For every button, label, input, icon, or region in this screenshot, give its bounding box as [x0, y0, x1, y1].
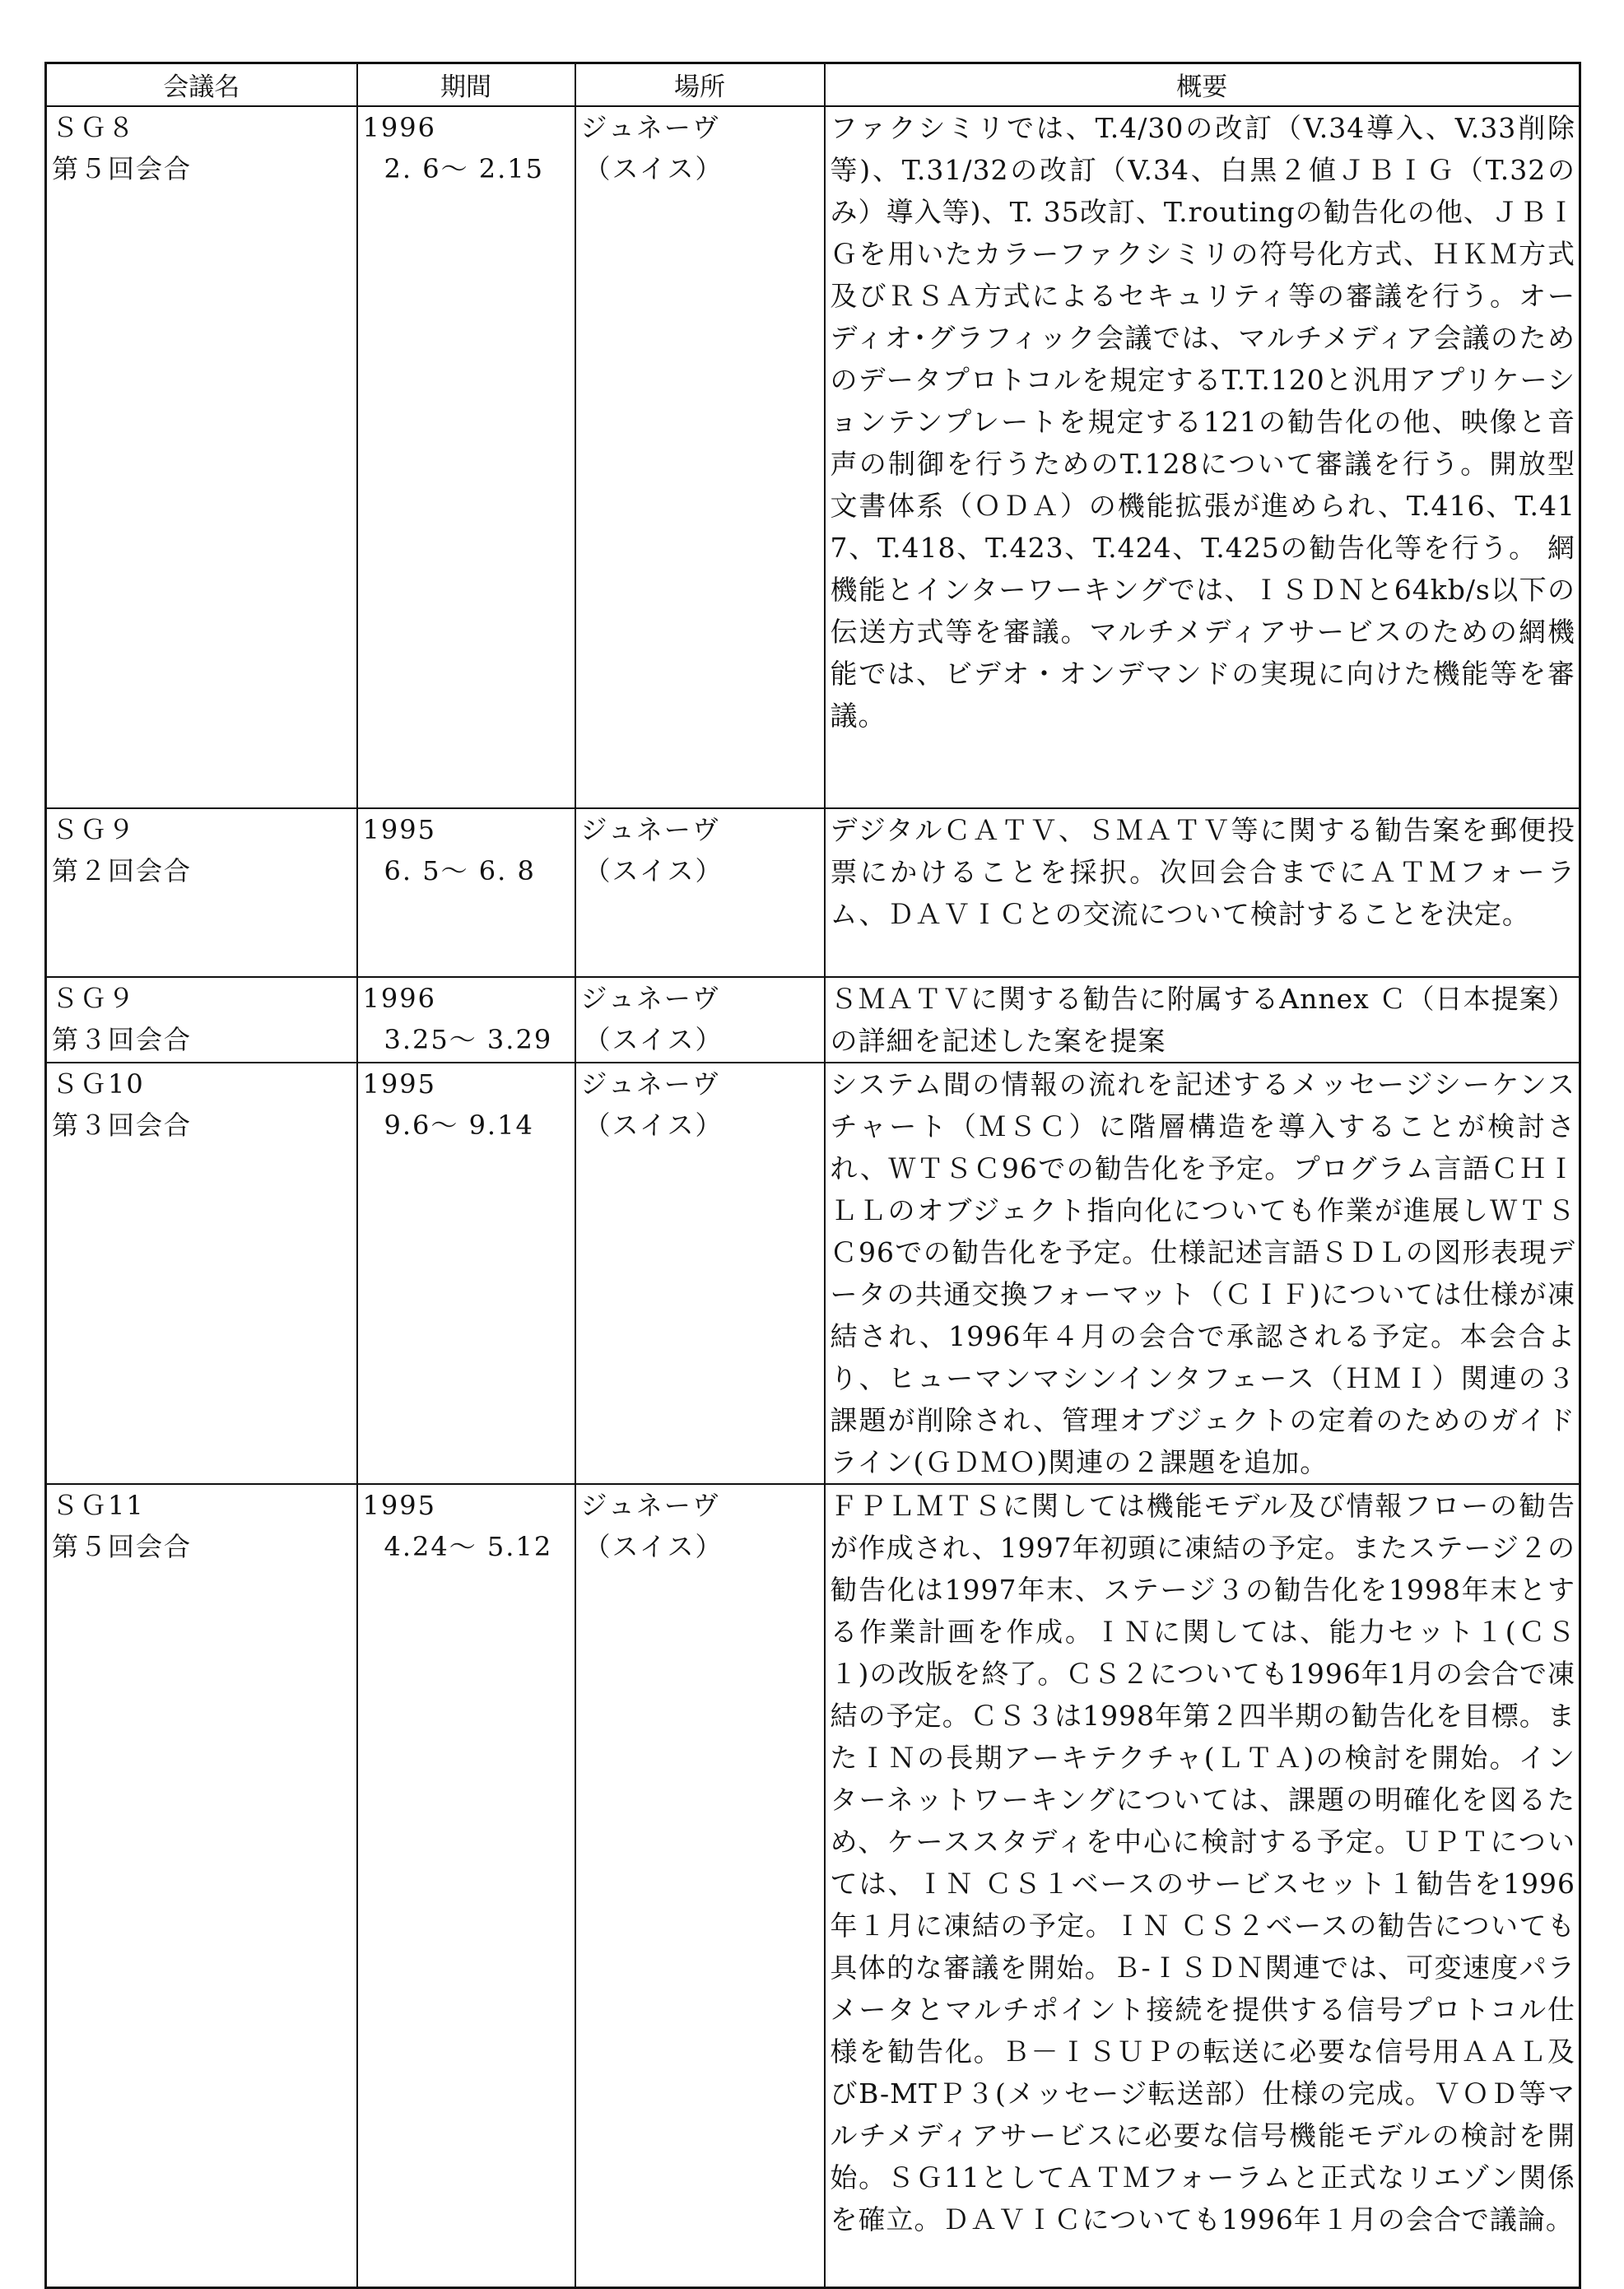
- summary-cell: ＳＭＡＴＶに関する勧告に附属するAnnex Ｃ（日本提案）の詳細を記述した案を提案: [825, 977, 1580, 1063]
- place-city: ジュネーヴ: [580, 813, 720, 845]
- place-cell: [575, 808, 825, 977]
- header-place: 場所: [575, 63, 825, 106]
- period-year: 1996: [362, 111, 436, 143]
- period-year: 1995: [362, 1489, 436, 1521]
- period-dates: 4.24〜 5.12: [384, 1530, 553, 1562]
- table-row: [46, 1484, 1580, 2288]
- period-year: 1995: [362, 813, 436, 845]
- table-row: [46, 808, 1580, 977]
- period-cell: [357, 808, 575, 977]
- period-dates: 2. 6〜 2.15: [384, 152, 544, 184]
- place-country: （スイス）: [584, 1530, 724, 1562]
- place-city: ジュネーヴ: [580, 111, 720, 143]
- meeting-code: ＳＧ８: [52, 111, 137, 143]
- meeting-table: [44, 62, 1581, 2289]
- period-year: 1995: [362, 1068, 436, 1100]
- period-dates: 3.25〜 3.29: [384, 1023, 553, 1055]
- meeting-session: 第２回会合: [52, 854, 193, 886]
- place-cell: [575, 977, 825, 1063]
- table-row: [46, 106, 1580, 808]
- meeting-session: 第３回会合: [52, 1109, 193, 1141]
- summary-cell: ファクシミリでは、T.4/30の改訂（V.34導入、V.33削除等)、T.31/32の改訂（V.34、白黒２値ＪＢＩＧ（T.32のみ）導入等)、T. 35改訂、T.routingの勧告化の他、ＪＢＩＧを用いたカラーファクシミリの符号化方式、ＨＫＭ方式及びＲＳＡ方式によるセキュリティ等の審議を行う。オーディオ･グラフィック会議では、マルチメディア会議のためのデータプロトコルを規定するT.T.120と汎用アプリケーションテンプレートを規定する121の勧告化の他、映像と音声の制御を行うためのT.128について審議を行う。開放型文書体系（ＯＤＡ）の機能拡張が進められ、T.416、T.417、T.418、T.423、T.424、T.425の勧告化等を行う。 網機能とインターワーキングでは、ＩＳＤＮと64kb/s以下の伝送方式等を審議。マルチメディアサービスのための網機能では、ビデオ・オンデマンドの実現に向けた機能等を審議。: [825, 106, 1580, 808]
- meeting-code: ＳＧ９: [52, 982, 137, 1014]
- place-country: （スイス）: [584, 1023, 724, 1055]
- meeting-session: 第３回会合: [52, 1023, 193, 1055]
- summary-cell: システム間の情報の流れを記述するメッセージシーケンスチャート（ＭＳＣ）に階層構造を導入することが検討され、ＷＴＳＣ96での勧告化を予定。プログラム言語ＣＨＩＬＬのオブジェクト指向化についても作業が進展しＷＴＳＣ96での勧告化を予定。仕様記述言語ＳＤＬの図形表現データの共通交換フォーマット（ＣＩＦ)については仕様が凍結され、1996年４月の会合で承認される予定。本会合より、ヒューマンマシンインタフェース（ＨＭＩ）関連の３課題が削除され、管理オブジェクトの定着のためのガイドライン(ＧＤＭＯ)関連の２課題を追加。: [825, 1063, 1580, 1484]
- meeting-name-cell: [46, 106, 357, 808]
- meeting-session: 第５回会合: [52, 152, 193, 184]
- period-cell: [357, 1484, 575, 2288]
- header-meeting-name: 会議名: [46, 63, 357, 106]
- place-country: （スイス）: [584, 152, 724, 184]
- place-city: ジュネーヴ: [580, 1068, 720, 1100]
- summary-cell: ＦＰＬＭＴＳに関しては機能モデル及び情報フローの勧告が作成され、1997年初頭に凍結の予定。またステージ２の勧告化は1997年末、ステージ３の勧告化を1998年末とする作業計画を作成。ＩＮに関しては、能力セット１(ＣＳ１)の改版を終了。ＣＳ２についても1996年1月の会合で凍結の予定。ＣＳ３は1998年第２四半期の勧告化を目標。またＩＮの長期アーキテクチャ(ＬＴＡ)の検討を開始。インターネットワーキングについては、課題の明確化を図るため、ケーススタディを中心に検討する予定。ＵＰＴについては、ＩＮ ＣＳ１ベースのサービスセット１勧告を1996年１月に凍結の予定。ＩＮ ＣＳ２ベースの勧告についても具体的な審議を開始。Ｂ-ＩＳＤＮ関連では、可変速度パラメータとマルチポイント接続を提供する信号プロトコル仕様を勧告化。Ｂ－ＩＳＵＰの転送に必要な信号用ＡＡＬ及びB-MTＰ３(メッセージ転送部）仕様の完成。ＶＯＤ等マルチメディアサービスに必要な信号機能モデルの検討を開始。ＳＧ11としてＡＴＭフォーラムと正式なリエゾン関係を確立。ＤＡＶＩＣについても1996年１月の会合で議論。: [825, 1484, 1580, 2288]
- meeting-name-cell: [46, 1063, 357, 1484]
- place-country: （スイス）: [584, 1109, 724, 1141]
- meeting-code: ＳＧ11: [52, 1489, 145, 1521]
- meeting-name-cell: [46, 977, 357, 1063]
- period-year: 1996: [362, 982, 436, 1014]
- header-row: [46, 63, 1580, 106]
- place-cell: [575, 1063, 825, 1484]
- header-period: 期間: [357, 63, 575, 106]
- table-row: [46, 1063, 1580, 1484]
- meeting-name-cell: [46, 1484, 357, 2288]
- period-cell: [357, 977, 575, 1063]
- header-summary: 概要: [825, 63, 1580, 106]
- place-cell: [575, 106, 825, 808]
- table-row: [46, 977, 1580, 1063]
- place-city: ジュネーヴ: [580, 1489, 720, 1521]
- period-dates: 9.6〜 9.14: [384, 1109, 534, 1141]
- period-cell: [357, 1063, 575, 1484]
- summary-cell: デジタルＣＡＴＶ、ＳＭＡＴＶ等に関する勧告案を郵便投票にかけることを採択。次回会合までにＡＴＭフォーラム、ＤＡＶＩＣとの交流について検討することを決定。: [825, 808, 1580, 977]
- period-cell: [357, 106, 575, 808]
- meeting-session: 第５回会合: [52, 1530, 193, 1562]
- place-city: ジュネーヴ: [580, 982, 720, 1014]
- meeting-code: ＳＧ９: [52, 813, 137, 845]
- meeting-code: ＳＧ10: [52, 1068, 145, 1100]
- place-country: （スイス）: [584, 854, 724, 886]
- meeting-name-cell: [46, 808, 357, 977]
- period-dates: 6. 5〜 6. 8: [384, 854, 536, 886]
- place-cell: [575, 1484, 825, 2288]
